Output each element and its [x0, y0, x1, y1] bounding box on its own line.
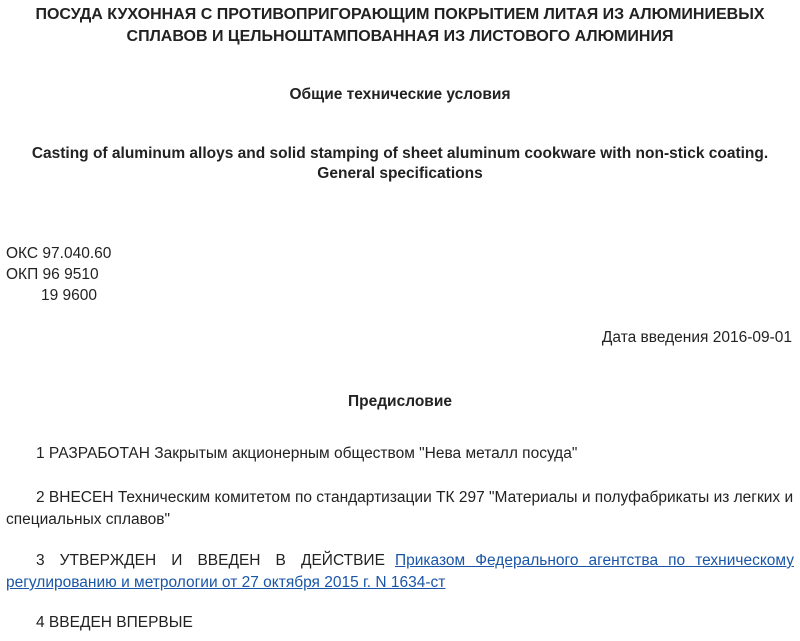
paragraph-submitted: 2 ВНЕСЕН Техническим комитетом по стандартизации ТК 297 "Материалы и полуфабрикаты из легких и специальных сплавов": [6, 489, 794, 528]
english-title: [0, 144, 800, 184]
document-subtitle: Общие технические условия: [289, 86, 511, 103]
oks-code: ОКС 97.040.60: [6, 245, 112, 262]
okp-code: ОКП 96 9510: [6, 266, 99, 283]
introduction-date: Дата введения 2016-09-01: [601, 329, 792, 346]
order-link[interactable]: Приказом Федерального агентства по техническому регулированию и метрологии от 27 октября 2015 г. N 1634-ст: [6, 552, 794, 591]
paragraph-approved: [6, 550, 794, 594]
english-title-line-2: General specifications: [317, 165, 483, 182]
okp-code-extra: 19 9600: [41, 287, 98, 304]
classification-codes: [6, 243, 111, 306]
paragraph-approved-lead: 3 УТВЕРЖДЕН И ВВЕДЕН В ДЕЙСТВИЕ: [36, 552, 385, 569]
english-title-line-1: Casting of aluminum alloys and solid stamping of sheet aluminum cookware with non-stick coating.: [31, 145, 769, 162]
paragraph-developed: 1 РАЗРАБОТАН Закрытым акционерным обществом "Нева металл посуда": [36, 445, 578, 462]
paragraph-first-introduced: 4 ВВЕДЕН ВПЕРВЫЕ: [36, 614, 193, 631]
foreword-heading: Предисловие: [347, 393, 452, 410]
document-title: ПОСУДА КУХОННАЯ С ПРОТИВОПРИГОРАЮЩИМ ПОКРЫТИЕМ ЛИТАЯ ИЗ АЛЮМИНИЕВЫХ СПЛАВОВ И ЦЕЛЬНОШТАМПОВАННАЯ ИЗ ЛИСТОВОГО АЛЮМИНИЯ: [35, 6, 765, 45]
